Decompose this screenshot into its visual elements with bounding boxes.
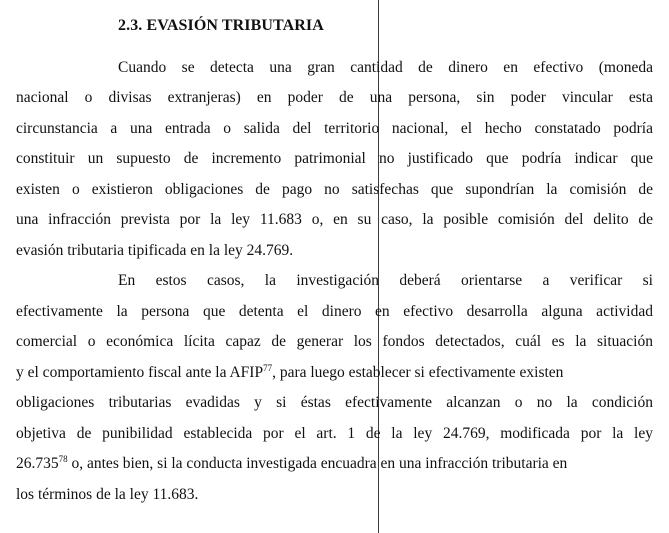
line-4-text-after: , para luego establecer si efectivamente existen	[272, 364, 564, 381]
paragraph-1-line-6: una infracción prevista por la ley 11.683 o, en su caso, la posible comisión del delito de	[16, 211, 653, 228]
footnote-77-marker: 77	[263, 362, 273, 373]
paragraph-2-line-3: comercial o económica lícita capaz de generar los fondos detectados, cuál es la situación	[16, 333, 653, 350]
section-heading: 2.3. EVASIÓN TRIBUTARIA	[118, 17, 324, 34]
paragraph-2-line-1: En estos casos, la investigación deberá orientarse a verificar si	[118, 272, 653, 289]
paragraph-1-line-1: Cuando se detecta una gran cantidad de dinero en efectivo (moneda	[118, 59, 653, 76]
line-7-text-before: 26.735	[16, 455, 59, 472]
paragraph-1-line-2: nacional o divisas extranjeras) en poder de una persona, sin poder vincular esta	[16, 89, 653, 106]
paragraph-2-line-2: efectivamente la persona que detenta el dinero en efectivo desarrolla alguna actividad	[16, 303, 653, 320]
paragraph-1-line-5: existen o existieron obligaciones de pago no satisfechas que supondrían la comisión de	[16, 181, 653, 198]
paragraph-2-line-5: obligaciones tributarias evadidas y si éstas efectivamente alcanzan o no la condición	[16, 394, 653, 411]
paragraph-2-line-7	[16, 454, 567, 474]
line-7-text-after: o, antes bien, si la conducta investigada encuadra en una infracción tributaria en	[67, 455, 568, 472]
paragraph-1-line-3: circunstancia a una entrada o salida del territorio nacional, el hecho constatado podría	[16, 120, 653, 137]
line-4-text-before: y el comportamiento fiscal ante la AFIP	[16, 364, 264, 381]
footnote-78-marker: 78	[58, 453, 68, 464]
paragraph-2-line-8: los términos de la ley 11.683.	[16, 486, 199, 503]
paragraph-1-line-4: constituir un supuesto de incremento patrimonial no justificado que podría indicar que	[16, 150, 653, 167]
paragraph-2-line-4	[16, 363, 563, 383]
paragraph-2-line-6: objetiva de punibilidad establecida por el art. 1 de la ley 24.769, modificada por la ley	[16, 425, 653, 442]
paragraph-1-line-7: evasión tributaria tipificada en la ley 24.769.	[16, 242, 294, 259]
